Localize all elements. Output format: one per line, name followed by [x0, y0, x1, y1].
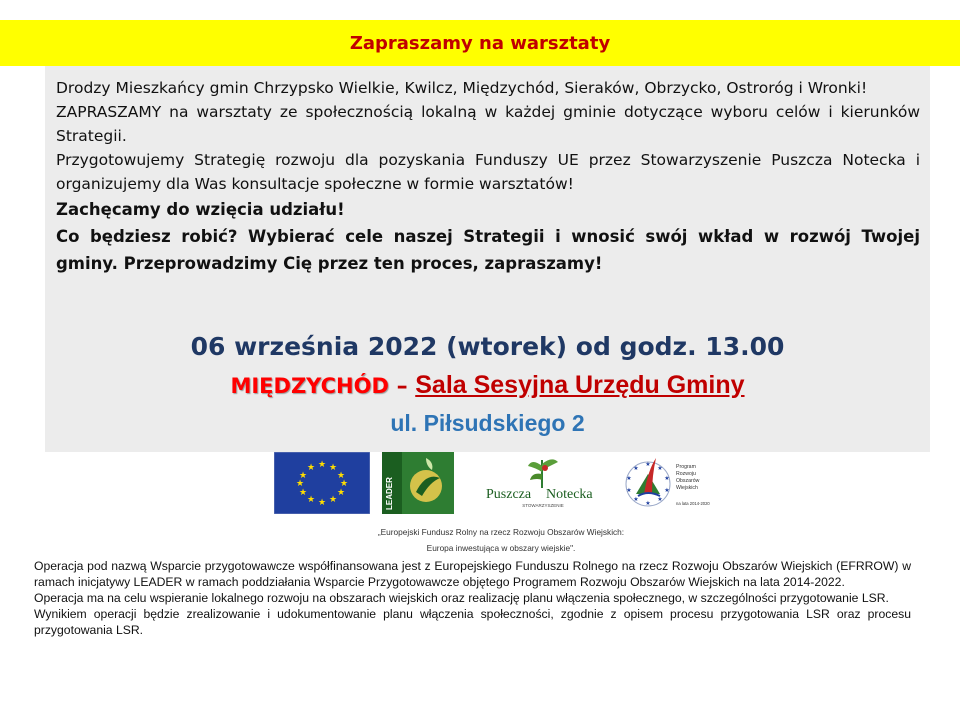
svg-text:★: ★: [633, 465, 639, 472]
svg-text:★: ★: [645, 500, 651, 507]
puszcza-subtitle: STOWARZYSZENIE: [522, 503, 564, 508]
leader-text: LEADER: [385, 477, 394, 510]
svg-text:★: ★: [306, 495, 316, 505]
svg-text:★: ★: [657, 465, 663, 472]
svg-text:★: ★: [306, 463, 316, 473]
prow-line-3: Obszarów: [676, 478, 700, 484]
svg-text:★: ★: [328, 495, 338, 505]
prow-logo: [622, 450, 732, 512]
banner-title: Zapraszamy na warsztaty: [349, 33, 611, 54]
svg-text:★: ★: [657, 496, 663, 503]
header-banner: [0, 20, 960, 66]
invitation-text: [56, 76, 920, 277]
svg-text:★: ★: [328, 463, 338, 473]
svg-text:★: ★: [336, 471, 346, 481]
svg-text:★: ★: [295, 479, 305, 489]
greeting-paragraph: Drodzy Mieszkańcy gmin Chrzypsko Wielkie, Kwilcz, Międzychód, Sieraków, Obrzycko, Ostroróg i Wronki!: [56, 79, 868, 97]
caption-line-1: „Europejski Fundusz Rolny na rzecz Rozwoju Obszarów Wiejskich:: [377, 527, 625, 537]
prow-line-1: Program: [676, 464, 696, 470]
footer-paragraph-1: Operacja pod nazwą Wsparcie przygotowawcze współfinansowana jest z Europejskiego Funduszu Rolnego na rzecz Rozwoju Obszarów Wiejskich (EFRROW) w ramach inicjatywy LEADER w ramach poddziałania Wsparcie Przygotowawcze objętego Programem Rozwoju Obszarów Wiejskich na lata 2014-2022.: [34, 559, 911, 589]
svg-text:★: ★: [298, 471, 308, 481]
prow-line-2: Rozwoju: [676, 471, 696, 477]
svg-text:★: ★: [339, 479, 349, 489]
strategy-paragraph: Przygotowujemy Strategię rozwoju dla pozyskania Funduszy UE przez Stowarzyszenie Puszcza Notecka i organizujemy dla Was konsultacje społeczne w formie warsztatów!: [56, 151, 920, 193]
what-to-do-paragraph: Co będziesz robić? Wybierać cele naszej Strategii i wnosić swój wkład w rozwój Twojej gminy. Przeprowadzimy Cię przez ten proces, zapraszamy!: [56, 227, 920, 273]
svg-text:★: ★: [633, 496, 639, 503]
venue-separator: –: [388, 374, 416, 399]
prow-line-4: Wiejskich: [676, 485, 698, 491]
svg-text:★: ★: [317, 498, 327, 508]
svg-text:★: ★: [626, 487, 632, 494]
leader-logo: [382, 452, 454, 514]
efrrow-caption: [336, 524, 666, 556]
footer-paragraph-2: Operacja ma na celu wspieranie lokalnego rozwoju na obszarach wiejskich oraz realizację planu włączenia społecznego, w szczególności przygotowanie LSR.: [34, 591, 889, 605]
svg-text:★: ★: [336, 488, 346, 498]
event-address: ul. Piłsudskiego 2: [390, 410, 585, 436]
puszcza-notecka-logo: [484, 454, 602, 510]
puszcza-name-right: Notecka: [546, 487, 593, 502]
svg-text:★: ★: [645, 461, 651, 468]
footer-text: [34, 558, 911, 638]
svg-text:★: ★: [317, 460, 327, 470]
puszcza-name-left: Puszcza: [486, 487, 532, 502]
encourage-paragraph: Zachęcamy do wzięcia udziału!: [56, 200, 345, 219]
event-date: 06 września 2022 (wtorek) od godz. 13.00: [190, 332, 785, 361]
venue-city: MIĘDZYCHÓD: [230, 374, 389, 398]
venue-hall: Sala Sesyjna Urzędu Gminy: [415, 371, 745, 399]
svg-text:★: ★: [664, 475, 670, 482]
caption-line-2: Europa inwestująca w obszary wiejskie".: [426, 543, 576, 553]
svg-text:★: ★: [626, 475, 632, 482]
eu-flag-logo: [274, 452, 370, 514]
event-venue: [45, 371, 930, 400]
svg-text:★: ★: [664, 487, 670, 494]
invite-paragraph: ZAPRASZAMY na warsztaty ze społecznością lokalną w każdej gminie dotyczące wyboru celów i kierunków Strategii.: [56, 103, 920, 145]
svg-text:★: ★: [298, 488, 308, 498]
prow-years: na lata 2014-2020: [676, 501, 710, 506]
footer-paragraph-3: Wynikiem operacji będzie zrealizowanie i udokumentowanie planu włączenia społeczności, zgodnie z opisem procesu przygotowania LSR oraz procesu przygotowania LSR.: [34, 607, 911, 637]
